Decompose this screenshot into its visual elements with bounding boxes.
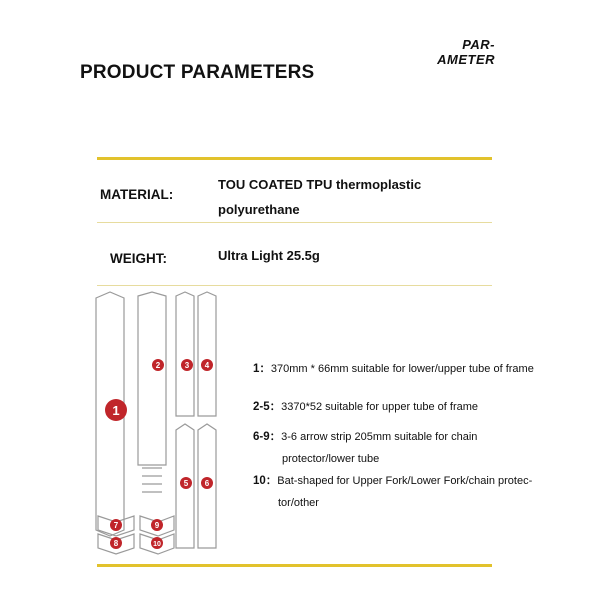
badge-6-label: 6 [204,479,210,488]
weight-label: WEIGHT: [110,251,167,266]
spec-3 [253,426,477,448]
badge-1 [105,399,127,421]
divider-lower [97,285,492,286]
piece-2-outline [138,292,166,465]
badge-10 [151,537,163,549]
badge-8 [110,537,122,549]
piece-2-slots [142,468,162,492]
material-label: MATERIAL: [100,187,174,202]
page-title: PRODUCT PARAMETERS [80,62,315,83]
badge-3 [181,359,193,371]
spec-4-text-line-1: Bat-shaped for Upper Fork/Lower Fork/chain protec- [277,475,533,487]
divider-top [97,157,492,160]
badge-1-label: 1 [112,403,120,418]
material-value [218,172,421,222]
spec-4-num: 10： [253,475,278,487]
badge-9-label: 9 [154,521,160,530]
spec-1-num: 1： [253,363,271,375]
spec-3-text-line-2: protector/lower tube [282,453,380,465]
badge-10-label: 10 [153,541,161,548]
spec-2 [253,396,478,418]
badge-5 [180,477,192,489]
badge-7 [110,519,122,531]
brand-logo [415,37,495,67]
piece-4-outline [198,292,216,416]
spec-4-text-line-2: tor/other [278,497,319,509]
spec-3-line-2 [282,448,379,470]
badge-4-label: 4 [204,361,210,370]
spec-3-num: 6-9： [253,431,282,443]
badge-4 [201,359,213,371]
piece-3-outline [176,292,194,416]
logo-line-1: PAR- [462,37,495,52]
spec-1-text: 370mm * 66mm suitable for lower/upper tube of frame [270,363,534,375]
spec-2-num: 2-5： [253,401,282,413]
badge-7-label: 7 [113,521,119,530]
weight-value: Ultra Light 25.5g [218,248,320,263]
badge-2 [152,359,164,371]
badge-5-label: 5 [183,479,189,488]
spec-3-text-line-1: 3-6 arrow strip 205mm suitable for chain [281,431,478,443]
spec-4 [253,470,532,492]
badge-9 [151,519,163,531]
logo-line-2: AMETER [437,52,495,67]
badge-6 [201,477,213,489]
protector-diagram [90,290,230,560]
divider-bottom [97,564,492,567]
badge-2-label: 2 [155,361,161,370]
badge-3-label: 3 [184,361,190,370]
spec-4-line-2 [278,492,319,514]
material-value-line-1: TOU COATED TPU thermoplastic [218,177,422,192]
divider-mid [97,222,492,223]
material-value-line-2: polyurethane [218,202,300,217]
spec-1 [253,358,534,380]
spec-2-text: 3370*52 suitable for upper tube of frame [281,401,479,413]
badge-8-label: 8 [113,539,119,548]
